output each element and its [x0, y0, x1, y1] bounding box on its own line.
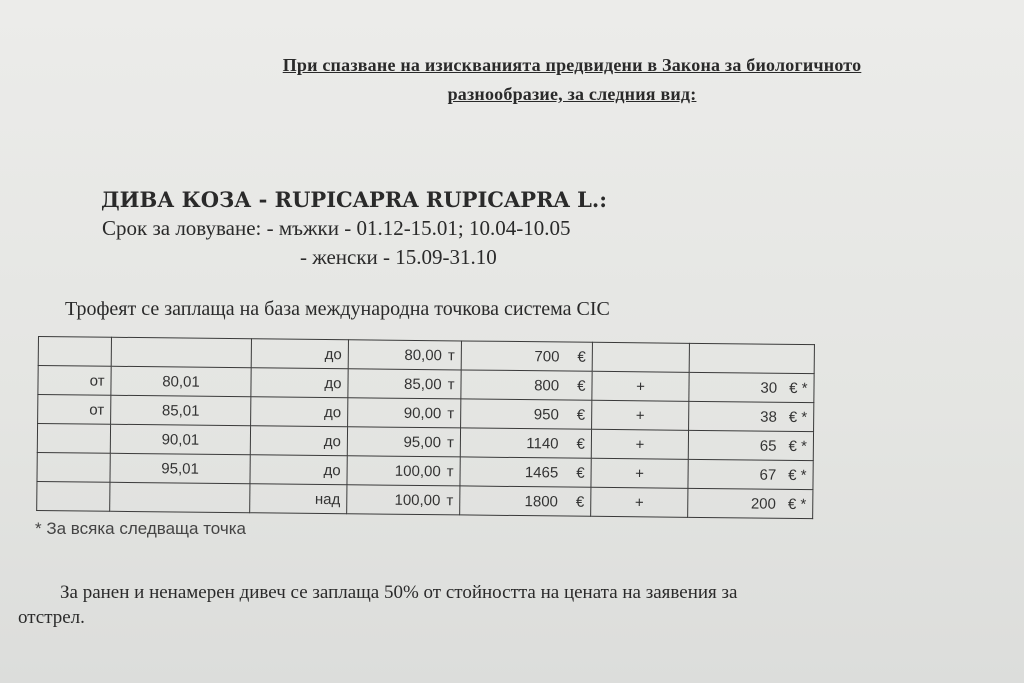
from-label-cell: от — [38, 366, 111, 396]
from-label-cell — [37, 424, 110, 454]
currency-symbol: € — [576, 406, 586, 424]
to-value: 80,00 — [404, 346, 443, 364]
points-unit: т — [446, 433, 454, 451]
extra-price-cell — [689, 401, 814, 431]
to-value: 90,00 — [403, 404, 442, 422]
extra-currency-symbol: € * — [789, 379, 808, 397]
extra-price-value: 65 — [759, 437, 777, 455]
trophy-price-table — [36, 336, 815, 519]
plus-cell: + — [592, 371, 689, 401]
to-label-cell: до — [250, 426, 347, 456]
wounded-game-paragraph-line-2: отстрел. — [18, 607, 85, 628]
from-label-cell — [38, 337, 111, 367]
from-value-cell: 90,01 — [110, 424, 250, 454]
species-name: ДИВА КОЗА - RUPICAPRA RUPICAPRA L.: — [101, 187, 607, 212]
price-value: 1800 — [524, 492, 559, 510]
points-unit: т — [447, 404, 455, 422]
extra-price-cell — [688, 488, 813, 518]
plus-cell: + — [591, 487, 688, 517]
plus-cell — [592, 342, 689, 372]
price-value: 800 — [534, 376, 560, 394]
price-cell — [461, 399, 592, 429]
to-value-cell — [348, 398, 461, 428]
currency-symbol: € — [576, 464, 585, 482]
to-label-cell: над — [250, 484, 347, 514]
to-value: 95,00 — [403, 433, 442, 451]
to-value-cell — [347, 456, 460, 486]
to-value-cell — [348, 369, 461, 399]
currency-symbol: € — [577, 377, 586, 395]
extra-price-cell — [689, 343, 814, 373]
points-unit: т — [447, 375, 455, 393]
to-value: 100,00 — [394, 491, 441, 509]
to-value-cell — [348, 340, 461, 370]
extra-price-value: 38 — [760, 408, 777, 426]
footnote: * За всяка следваща точка — [35, 519, 246, 538]
hunting-season-female: - женски - 15.09-31.10 — [300, 245, 497, 269]
from-value-cell: 85,01 — [111, 395, 251, 425]
price-cell — [460, 428, 591, 458]
hunting-season-male: Срок за ловуване: - мъжки - 01.12-15.01; 10.04-10.05 — [102, 216, 571, 240]
price-cell — [460, 457, 591, 487]
trophy-payment-text: Трофеят се заплаща на база международна точкова система CIC — [65, 298, 610, 320]
currency-symbol: € — [575, 493, 585, 511]
extra-price-cell — [688, 459, 813, 489]
extra-currency-symbol — [796, 350, 808, 367]
price-value: 1465 — [524, 463, 559, 481]
to-value: 100,00 — [394, 462, 441, 480]
extra-currency-symbol: € * — [787, 495, 807, 513]
price-cell — [461, 341, 592, 371]
from-label-cell: от — [38, 395, 111, 425]
currency-symbol: € — [576, 435, 585, 453]
to-label-cell: до — [251, 397, 348, 427]
extra-price-cell — [689, 372, 814, 402]
extra-currency-symbol: € * — [788, 466, 807, 484]
to-label-cell: до — [251, 368, 348, 398]
to-label-cell: до — [251, 339, 348, 369]
points-unit: т — [447, 346, 455, 364]
heading-line-1: При спазване на изискванията предвидени в Закона за биологичното — [282, 55, 862, 75]
from-value-cell: 95,01 — [110, 453, 250, 483]
from-value-cell: 80,01 — [111, 366, 251, 396]
to-value-cell — [347, 427, 460, 457]
extra-currency-symbol: € * — [788, 408, 808, 426]
extra-currency-symbol: € * — [788, 437, 807, 455]
extra-price-value: 67 — [759, 466, 777, 484]
points-unit: т — [446, 462, 454, 480]
price-value: 950 — [533, 405, 559, 423]
to-value-cell — [347, 485, 460, 515]
to-label-cell: до — [250, 455, 347, 485]
heading-line-2: разнообразие, за следния вид: — [447, 84, 697, 104]
extra-price-value: 30 — [760, 379, 778, 397]
from-label-cell — [37, 481, 110, 511]
points-unit: т — [446, 491, 454, 509]
from-value-cell — [111, 337, 251, 367]
plus-cell: + — [591, 458, 688, 488]
to-value: 85,00 — [404, 375, 442, 393]
price-cell — [460, 486, 591, 516]
from-label-cell — [37, 452, 110, 482]
currency-symbol: € — [577, 348, 586, 366]
extra-price-cell — [688, 430, 813, 460]
plus-cell: + — [591, 429, 688, 459]
price-value: 1140 — [526, 434, 559, 452]
price-value: 700 — [534, 347, 560, 365]
wounded-game-paragraph-line-1: За ранен и ненамерен дивеч се заплаща 50% от стойността на цената на заявения за — [60, 582, 738, 603]
from-value-cell — [110, 482, 250, 512]
price-cell — [461, 370, 592, 400]
extra-price-value: 200 — [750, 494, 777, 513]
plus-cell: + — [592, 400, 689, 430]
